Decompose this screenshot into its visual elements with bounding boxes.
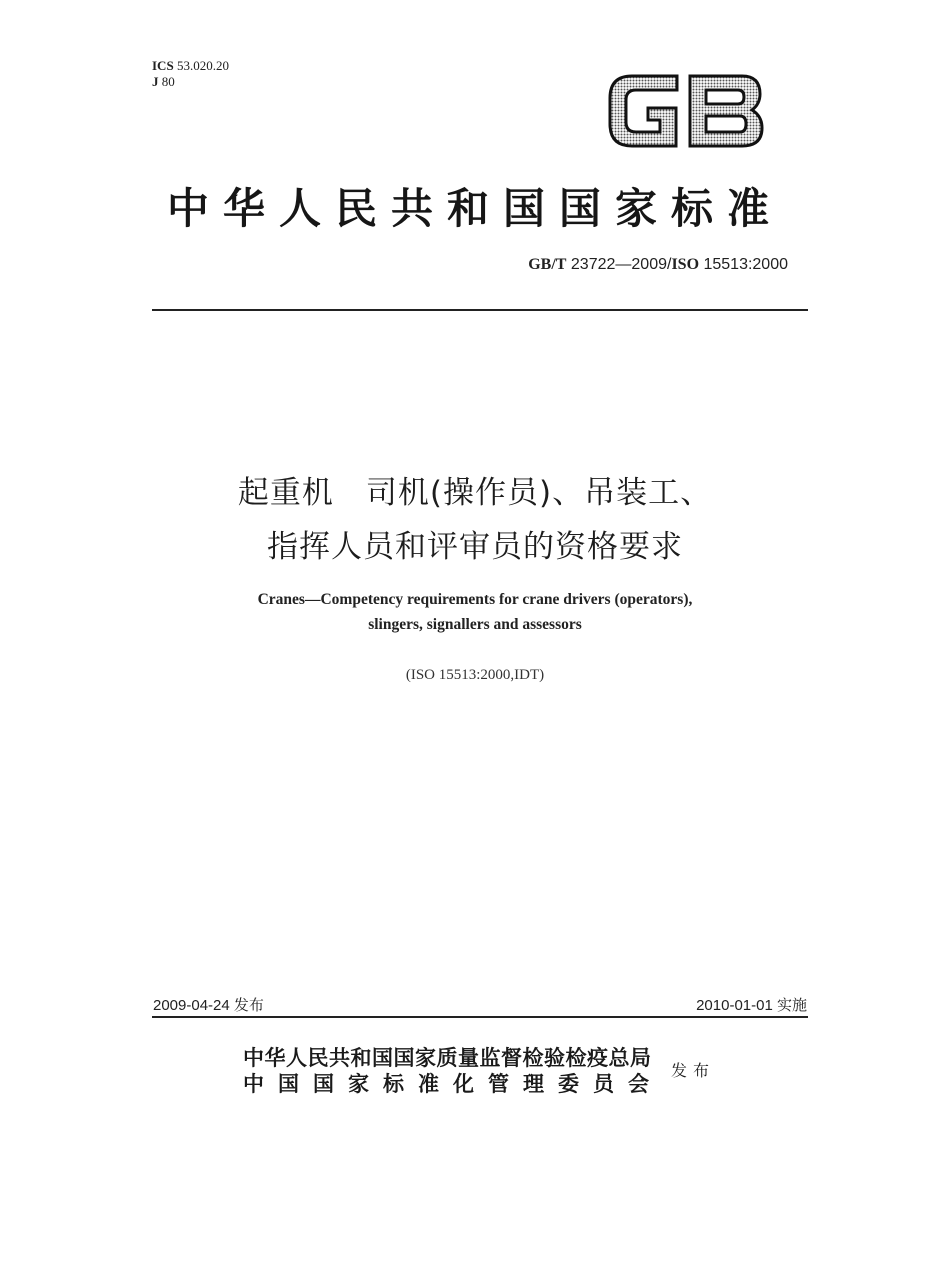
gb-logo xyxy=(602,70,767,152)
issuer-sac: 中国国家标准化管理委员会 xyxy=(243,1072,649,1096)
publish-label: 发布 xyxy=(671,1061,716,1080)
chinese-title-line-2: 指挥人员和评审员的资格要求 xyxy=(267,529,683,565)
gbt-prefix: GB/T xyxy=(528,256,567,273)
gbt-number: 23722—2009/ xyxy=(570,256,672,273)
ccs-label: J xyxy=(152,74,159,89)
top-divider xyxy=(152,309,808,311)
ics-code: 53.020.20 xyxy=(176,58,229,73)
english-title-line-1: Cranes—Competency requirements for crane drivers (operators), xyxy=(257,591,693,608)
chinese-title xyxy=(0,466,950,574)
adoption-note: (ISO 15513:2000,IDT) xyxy=(405,667,545,683)
national-standard-title: 中华人民共和国国家标准 xyxy=(166,184,783,233)
ics-label: ICS xyxy=(152,58,174,73)
ccs-code: 80 xyxy=(161,74,175,89)
issue-date: 2009-04-24 发布 xyxy=(153,997,264,1014)
english-title xyxy=(0,587,950,637)
implementation-date: 2010-01-01 实施 xyxy=(696,997,807,1014)
standard-number xyxy=(528,256,788,274)
chinese-title-line-1: 起重机 司机(操作员)、吊装工、 xyxy=(237,475,713,511)
iso-number: 15513:2000 xyxy=(703,256,788,273)
iso-prefix: ISO xyxy=(671,256,700,273)
classification-codes xyxy=(152,58,229,90)
bottom-divider xyxy=(152,1016,808,1018)
issuer-aqsiq: 中华人民共和国国家质量监督检验检疫总局 xyxy=(243,1046,652,1070)
english-title-line-2: slingers, signallers and assessors xyxy=(368,616,582,633)
